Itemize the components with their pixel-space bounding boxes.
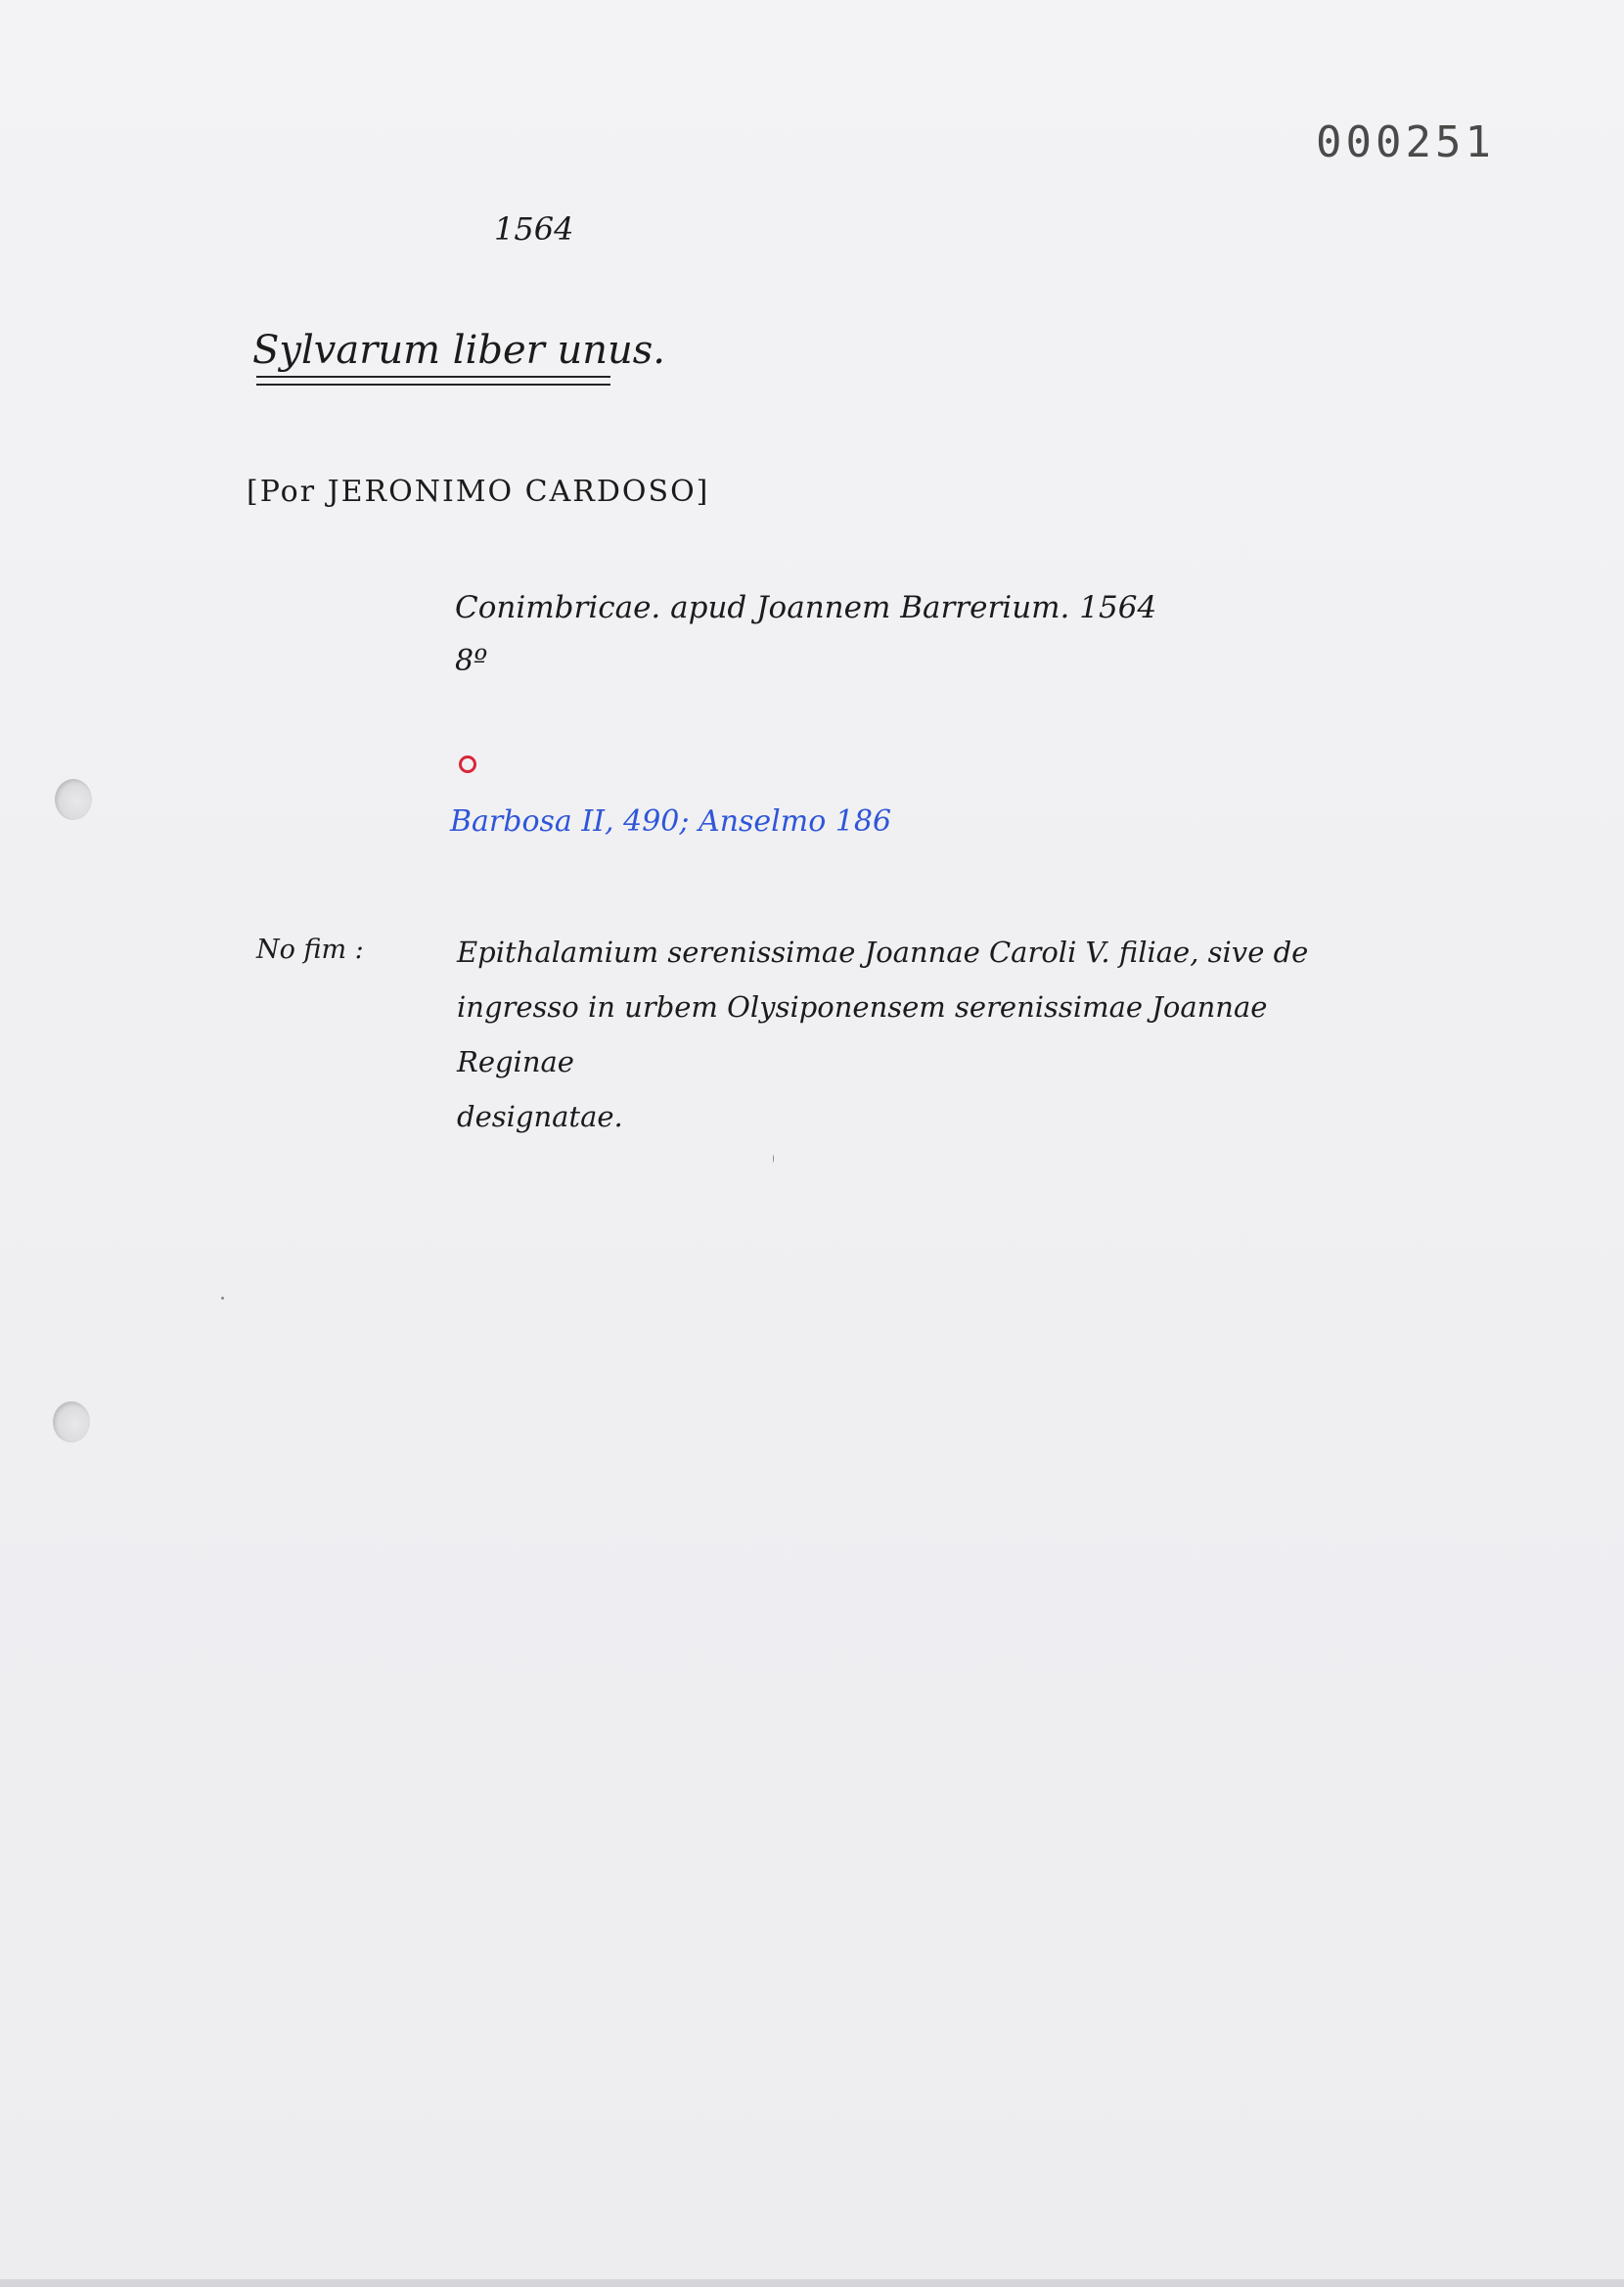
year-heading: 1564: [494, 210, 574, 248]
speck: [773, 1155, 774, 1163]
references-line: Barbosa II, 490; Anselmo 186: [450, 804, 892, 839]
work-title: Sylvarum liber unus.: [252, 328, 665, 373]
title-underline-1: [256, 376, 610, 378]
imprint-line: Conimbricae. apud Joannem Barrerium. 1564: [455, 590, 1157, 625]
note-line: Epithalamium serenissimae Joannae Caroli V. filiae, sive de: [457, 936, 1309, 969]
title-underline-2: [256, 384, 610, 386]
speck: [221, 1297, 224, 1300]
page-number-stamp: 000251: [1316, 117, 1495, 167]
note-line: ingresso in urbem Olysiponensem serenissimae Joannae Reginae: [457, 990, 1268, 1078]
punch-hole-top: [55, 779, 92, 820]
punch-hole-bottom: [53, 1401, 90, 1442]
note-line: designatae.: [457, 1100, 623, 1133]
format-line: 8º: [455, 644, 488, 678]
note-label: No fim :: [256, 935, 364, 965]
colophon-note: [457, 925, 1386, 1144]
page-bottom-edge: [0, 2279, 1624, 2287]
author-line: [Por JERONIMO CARDOSO]: [247, 475, 710, 509]
red-circle-mark: [459, 755, 476, 773]
